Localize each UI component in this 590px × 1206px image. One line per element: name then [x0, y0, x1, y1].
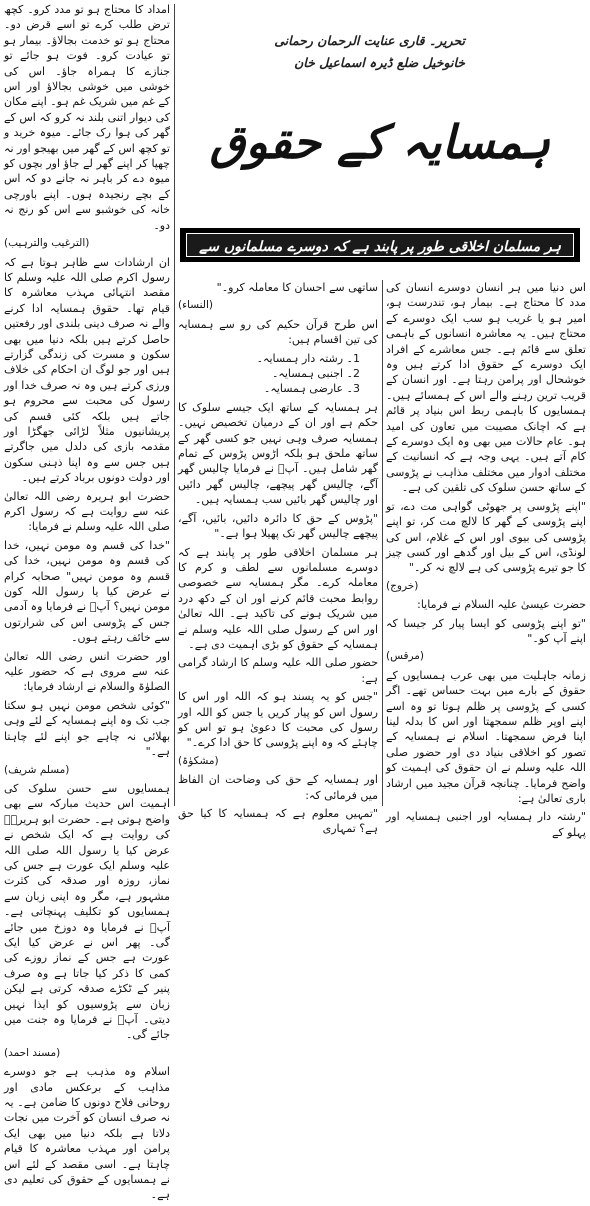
- paragraph: ان ارشادات سے ظاہر ہوتا ہے کہ رسول اکرم صلی اللہ علیہ وسلم کا مقصد انتہائی مہذب معاشرہ کا قیام تھا۔ حقوق ہمسایہ ادا کرنے والے نہ صرف دینی بلندی اور رفعتیں حاصل کرتے ہیں بلکہ دنیا میں بھی سکون و مسرت کی زندگی گزارتے ہیں اور جو لوگ ان احکام کی خلاف ورزی کرتے ہیں وہ نہ صرف خدا اور رسول کی محبت سے محروم ہو جاتے ہیں بلکہ کئی قسم کی پریشانیوں مثلاً لڑائی جھگڑا اور مقدمہ بازی کی دلدل میں جاگرتے ہیں جس سے وہ اپنا ذہنی سکون اور دولت دونوں برباد کرتے ہیں۔: [4, 255, 170, 485]
- paragraph: حضور صلی اللہ علیہ وسلم کا ارشاد گرامی ہے:: [178, 656, 378, 685]
- paragraph: حضرت ابو ہریرہ رضی اللہ تعالیٰ عنہ سے روایت ہے کہ رسول اکرم صلی اللہ علیہ وسلم نے فرمایا:: [4, 489, 170, 534]
- quote-paragraph: "تو اپنے پڑوسی کو ایسا پیار کر جیسا کہ اپنے آپ کو۔": [386, 616, 586, 645]
- reference-note: (النساء): [178, 299, 213, 312]
- author-byline: [185, 30, 465, 74]
- author-name: تحریر۔ قاری عنایت الرحمان رحمانی: [274, 33, 465, 48]
- reference-note: (مشکوٰۃ): [178, 754, 219, 767]
- paragraph: اس طرح قرآن حکیم کی رو سے ہمسایہ کی تین اقسام ہیں:: [178, 317, 378, 347]
- quote-paragraph: "خدا کی قسم وہ مومن نہیں، خدا کی قسم وہ مومن نہیں، خدا کی قسم وہ مومن نہیں" صحابہ کرام نے عرض کیا یا رسول اللہ کون مومن نہیں؟ آپؐ نے فرمایا وہ آدمی جس کے پڑوسی اس کی شرارتوں سے خائف رہتے ہوں۔: [4, 538, 170, 645]
- quote-paragraph: "کوئی شخص مومن نہیں ہو سکتا جب تک وہ اپنے ہمسایہ کے لئے وہی بھلائی نہ چاہے جو اپنے لئے چاہتا ہے۔": [4, 698, 170, 759]
- list-item: 3۔ عارضی ہمسایہ۔: [263, 382, 360, 396]
- reference-note: (مسلم شریف): [4, 763, 70, 776]
- paragraph: ہر ہمسایہ کے ساتھ ایک جیسے سلوک کا حکم ہے اور ان کے درمیان تخصیص نہیں۔ ہمسایہ صرف وہی نہیں جو کسی گھر کے ساتھ ملحق ہو بلکہ اڑوس پڑوس کے تمام گھر شامل ہیں۔ آپؐ نے فرمایا چالیس گھر آگے، چالیس گھر پیچھے، چالیس گھر دائیں اور چالیس گھر بائیں سب ہمسایہ ہیں۔: [178, 400, 378, 507]
- subtitle-text: ہر مسلمان اخلاقی طور پر پابند ہے کہ دوسرے مسلمانوں سے لطف و کرم کا معاملہ کرے: [186, 233, 574, 257]
- reference-note: (خروج): [386, 579, 419, 592]
- quote-paragraph: "پڑوس کے حق کا دائرہ دائیں، بائیں، آگے، پیچھے چالیس گھر تک پھیلا ہوا ہے۔": [178, 511, 378, 541]
- reference-note: (الترغیب والترہیب): [4, 237, 90, 250]
- quote-paragraph: "رشتہ دار ہمسایہ اور اجنبی ہمسایہ اور پہلو کے: [386, 810, 586, 839]
- text-column-left: [4, 2, 170, 1206]
- quote-paragraph: "جس کو یہ پسند ہو کہ اللہ اور اس کا رسول اس کو پیار کریں یا جس کو اللہ اور رسول کی محبت کا دعویٰ ہو تو اس کو چاہئے کہ وہ اپنے پڑوسی کا حق ادا کرے۔": [178, 690, 378, 750]
- text-column-right: [386, 280, 586, 843]
- quote-paragraph: "اپنے پڑوسی پر جھوٹی گواہی مت دے، تو اپنے پڑوسی کے گھر کا لالچ مت کر، تو اپنے پڑوسی کی بیوی اور اس کے غلام، اس کی لونڈی، اس کے بیل اور گدھے اور کسی چیز کا جو تیرے پڑوسی کی ہے لالچ نہ کر۔": [386, 499, 586, 575]
- paragraph: حضرت عیسیٰ علیہ السلام نے فرمایا:: [417, 598, 586, 612]
- paragraph: اس دنیا میں ہر انسان دوسرے انسان کی مدد کا محتاج ہے۔ بیمار ہو، تندرست ہو، امیر ہو یا غریب ہو سب ایک دوسرے کے محتاج ہیں۔ یہ معاشرہ انسانوں کے باہمی تعلق سے قائم ہے۔ جس معاشرے کے افراد ایک دوسرے کے حقوق ادا کرتے ہیں وہ خوشحال اور پرامن رہتا ہے۔ اور انسان کے قریب ترین رہنے والے اس کے ہمسائے ہیں۔ ہمسایوں کا باہمی ربط اس بنیاد پر قائم ہے کہ اچانک مصیبت میں تعاون کی امید ہو۔ عام حالات میں بھی وہ ایک دوسرے کے کام آتے ہیں۔ یہی وجہ ہے کہ انسانیت کے مختلف ادوار میں مختلف مذاہب نے پڑوسی کے ساتھ حسن سلوک کی تلقین کی ہے۔: [386, 281, 586, 495]
- paragraph: اور حضرت انس رضی اللہ تعالیٰ عنہ سے مروی ہے کہ حضور علیہ الصلوٰۃ والسلام نے ارشاد فرمایا:: [4, 649, 170, 694]
- quote-paragraph: "تمہیں معلوم ہے کہ ہمسایہ کا کیا حق ہے؟ تمہاری: [178, 807, 378, 836]
- paragraph: زمانہ جاہلیت میں بھی عرب ہمسایوں کے حقوق کے بارے میں بہت حساس تھے۔ اگر کسی کے پڑوسی پر ظلم ہوتا تو وہ اسے اپنے اوپر ظلم سمجھتا اور اس کا بدلہ لینا اپنا فرض سمجھتا۔ اسلام نے ہمسایہ کے تصور کو اخلاقی بنیاد دی اور حضور صلی اللہ علیہ وسلم نے ان حقوق کی اہمیت کو واضح فرمایا۔ چنانچہ قرآن مجید میں ارشاد باری تعالیٰ ہے:: [386, 668, 586, 805]
- paragraph: ہمسایوں سے حسن سلوک کی اہمیت اس حدیث مبارکہ سے بھی واضح ہوتی ہے۔ حضرت ابو ہریرہؓ کی روایت ہے کہ ایک شخص نے عرض کیا یا رسول اللہ صلی اللہ علیہ وسلم ایک عورت ہے جس کی نماز، روزہ اور صدقہ کی کثرت مشہور ہے، مگر وہ اپنی زبان سے ہمسایوں کو تکلیف پہنچاتی ہے۔ آپؐ نے فرمایا وہ دوزخ میں جائے گی۔ پھر اس نے عرض کیا ایک عورت ہے جس کے نماز روزے کی کمی کا ذکر کیا جاتا ہے وہ صرف پنیر کے ٹکڑے صدقہ کرتی ہے لیکن زبان سے پڑوسیوں کو ایذا نہیں دیتی۔ آپؐ نے فرمایا وہ جنت میں جائے گی۔: [4, 781, 170, 1042]
- reference-note: (مرقس): [386, 650, 425, 663]
- paragraph: اور ہمسایہ کے حق کی وضاحت ان الفاظ میں فرمائی کہ:: [178, 773, 378, 802]
- column-divider: [174, 4, 175, 806]
- list-item: 2۔ اجنبی ہمسایہ۔: [271, 367, 360, 381]
- text-column-middle: [178, 280, 378, 840]
- paragraph: ہر مسلمان اخلاقی طور پر پابند ہے کہ دوسرے مسلمانوں سے لطف و کرم کا معاملہ کرے۔ مگر ہمسایہ سے خصوصی روابط محبت قائم کرنے اور ان کے دکھ درد میں شریک ہونے کی تاکید ہے۔ اللہ تعالیٰ اور اس کے رسول صلی اللہ علیہ وسلم نے ہمسایہ کے حقوق کو بڑی اہمیت دی ہے۔: [178, 545, 378, 651]
- quote-paragraph: ساتھی سے احسان کا معاملہ کرو۔": [216, 281, 378, 294]
- column-divider: [382, 280, 383, 806]
- reference-note: (مسند احمد): [4, 1046, 61, 1059]
- paragraph: اسلام وہ مذہب ہے جو دوسرے مذاہب کے برعکس مادی اور روحانی فلاح دونوں کا ضامن ہے۔ یہ نہ صرف انسان کو آخرت میں نجات دلاتا ہے بلکہ دنیا میں بھی ایک پرامن اور مہذب معاشرہ کا قیام چاہتا ہے۔ اسی مقصد کے لئے اس نے ہمسایوں کے حقوق کی تعلیم دی ہے۔: [4, 1065, 170, 1202]
- article-title: ہمسایہ کے حقوق: [209, 115, 551, 169]
- author-location: خانوخیل ضلع ڈیرہ اسماعیل خان: [294, 55, 465, 70]
- list-item: 1۔ رشتہ دار ہمسایہ۔: [256, 351, 360, 365]
- neighbor-types-list: [178, 351, 378, 397]
- subtitle-banner: [180, 228, 580, 281]
- paragraph: امداد کا محتاج ہو تو مدد کرو۔ کچھ ترض طلب کرے تو اسے قرض دو۔ محتاج ہو تو خدمت بجالاؤ۔ بیمار ہو تو عیادت کرو۔ فوت ہو جائے تو جنازے کا ہمراہ جاؤ۔ اس کی خوشی میں خوشی بجالاؤ اور اس کے غم میں شریک غم ہو۔ اپنے مکان کی دیوار اتنی بلند نہ کرو کہ اس کے گھر کی ہوا رک جائے۔ میوہ خرید و تو کچھ اس کے گھر میں بھیجو اور نہ چھپا کر اپنے گھر لے جاؤ اور بچوں کو میوہ دے کر باہر نہ جانے دو کہ اس کے بچے رنجیدہ ہوں۔ اپنے باورچی خانہ کی خوشبو سے اس کو رنج نہ دو۔: [4, 3, 170, 232]
